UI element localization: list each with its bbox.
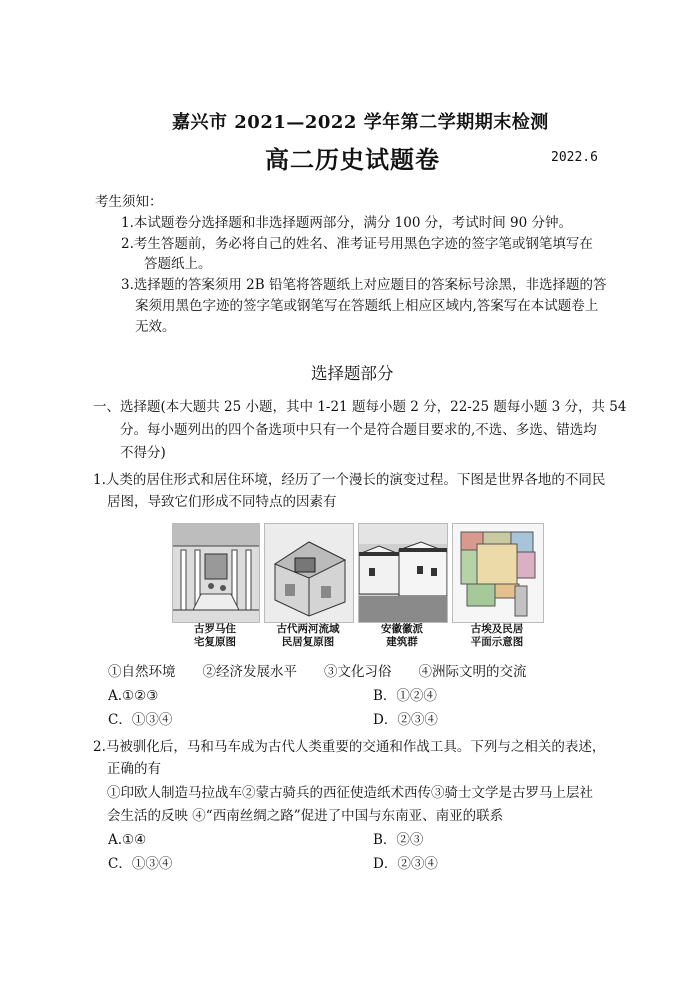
mesopotamia-house-image xyxy=(264,523,354,623)
egypt-house-plan-caption: 古埃及民居 平面示意图 xyxy=(470,623,524,648)
q1-option-a[interactable]: A.①②③ xyxy=(108,688,159,704)
notice-item-2b: 答题纸上。 xyxy=(144,256,212,272)
q1-stem-2: 居图，导致它们形成不同特点的因素有 xyxy=(107,494,337,510)
notice-heading: 考生须知： xyxy=(95,194,163,210)
mesopotamia-house-caption: 古代两河流域 民居复原图 xyxy=(276,623,340,648)
q1-option-c[interactable]: C．①③④ xyxy=(108,712,173,728)
exam-title: 嘉兴市 2021—2022 学年第二学期期末检测 xyxy=(172,112,549,133)
notice-item-2a: 2.考生答题前，务必将自己的姓名、准考证号用黑色字迹的签字笔或钢笔填写在 xyxy=(121,236,593,252)
q2-stem-1: 2.马被驯化后，马和马车成为古代人类重要的交通和作战工具。下列与之相关的表述， xyxy=(93,739,606,755)
q2-option-c[interactable]: C．①③④ xyxy=(108,856,173,872)
q2-items-1: ①印欧人制造马拉战车②蒙古骑兵的西征使造纸术西传③骑士文学是古罗马上层社 xyxy=(107,785,593,801)
q2-items-2: 会生活的反映 ④“西南丝绸之路”促进了中国与东南亚、南亚的联系 xyxy=(107,808,504,824)
q1-option-d[interactable]: D．②③④ xyxy=(373,712,438,728)
egypt-house-plan-image xyxy=(452,523,544,623)
notice-item-3c: 无效。 xyxy=(135,319,176,335)
exam-subtitle: 高二历史试题卷 xyxy=(265,145,440,174)
q2-option-a[interactable]: A.①④ xyxy=(108,832,147,848)
q1-option-b[interactable]: B．①②④ xyxy=(373,688,437,704)
section-intro-1: 一、选择题(本大题共 25 小题，其中 1-21 题每小题 2 分，22-25 题每小题 3 分，共 54 xyxy=(93,399,627,415)
roman-house-image xyxy=(172,523,260,623)
roman-house-caption: 古罗马住 宅复原图 xyxy=(194,623,236,648)
section-intro-3: 不得分) xyxy=(120,445,166,461)
q1-items: ①自然环境 ②经济发展水平 ③文化习俗 ④洲际文明的交流 xyxy=(108,664,527,680)
notice-item-1: 1.本试题卷分选择题和非选择题两部分，满分 100 分，考试时间 90 分钟。 xyxy=(121,215,572,231)
notice-item-3b: 案须用黑色字迹的签字笔或钢笔写在答题纸上相应区域内,答案写在本试题卷上 xyxy=(135,298,599,314)
q1-stem-1: 1.人类的居住形式和居住环境，经历了一个漫长的演变过程。下图是世界各地的不同民 xyxy=(93,472,606,488)
q2-option-b[interactable]: B．②③ xyxy=(373,832,424,848)
section-title: 选择题部分 xyxy=(311,364,394,383)
exam-date: 2022.6 xyxy=(551,150,598,165)
section-intro-2: 分。每小题列出的四个备选项中只有一个是符合题目要求的,不选、多选、错选均 xyxy=(120,422,597,438)
huizhou-architecture-image xyxy=(358,523,448,623)
notice-item-3a: 3.选择题的答案须用 2B 铅笔将答题纸上对应题目的答案标号涂黑，非选择题的答 xyxy=(121,277,607,293)
q2-option-d[interactable]: D．②③④ xyxy=(373,856,438,872)
huizhou-architecture-caption: 安徽徽派 建筑群 xyxy=(381,623,423,648)
q2-stem-2: 正确的有 xyxy=(107,761,161,777)
